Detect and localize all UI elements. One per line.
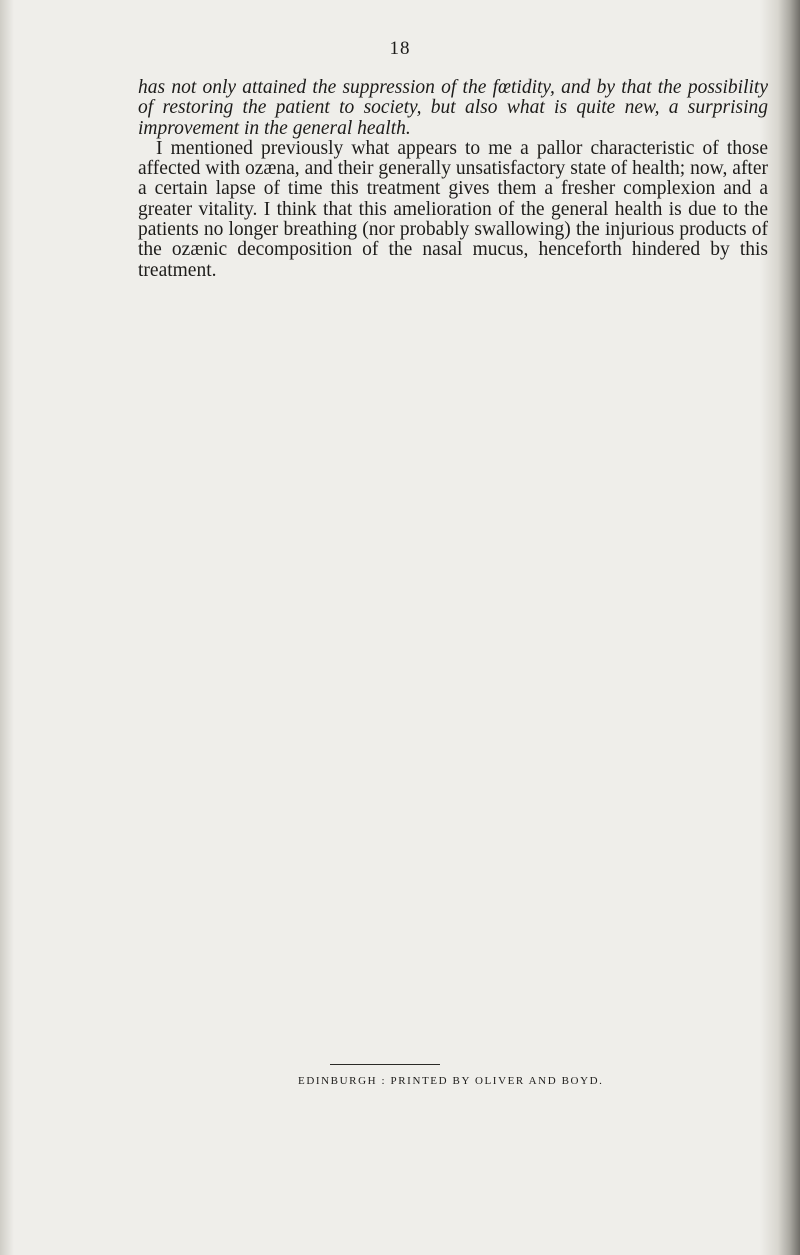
body-text bbox=[138, 78, 768, 281]
footer-rule bbox=[330, 1064, 440, 1065]
page-shadow-left bbox=[0, 0, 14, 1255]
main-paragraph: I mentioned previously what appears to me a pallor characteristic of those affected with ozæna, and their generally unsatisfactory state of health; now, after a certain lapse of time this treatment gives them a fresher complexion and a greater vitality. I think that this amelioration of the general health is due to the patients no longer breathing (nor probably swallowing) the injurious products of the ozænic decomposition of the nasal mucus, henceforth hindered by this treatment. bbox=[138, 137, 768, 281]
italic-paragraph: has not only attained the suppression of the fœtidity, and by that the possibility of restoring the patient to society, but also what is quite new, a surprising improvement in the general health. bbox=[138, 77, 768, 139]
printer-imprint: EDINBURGH : PRINTED BY OLIVER AND BOYD. bbox=[298, 1075, 604, 1087]
page-number: 18 bbox=[389, 38, 411, 59]
